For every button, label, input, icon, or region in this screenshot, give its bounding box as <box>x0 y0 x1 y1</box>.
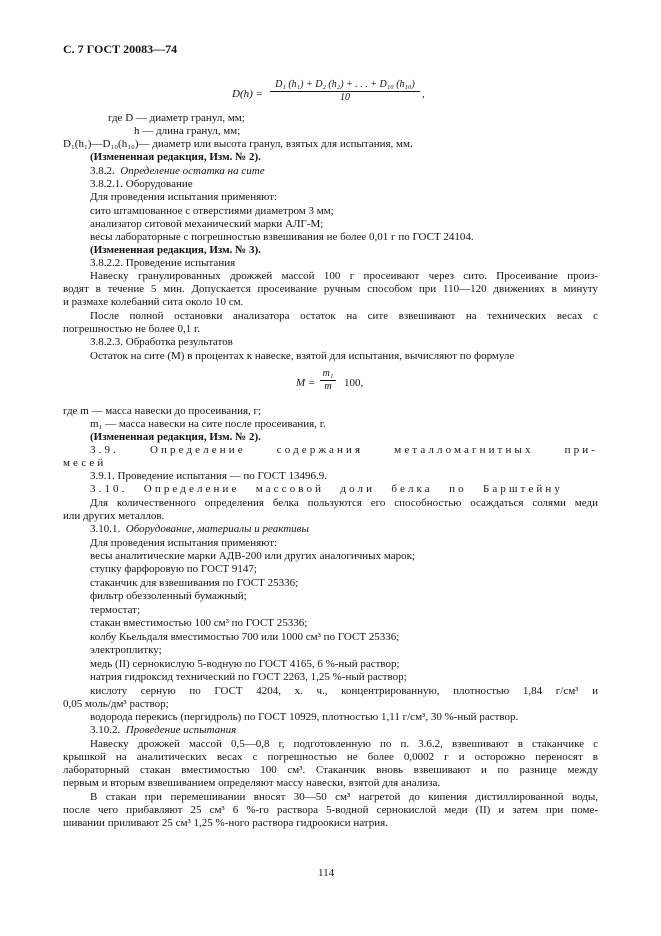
list-item: медь (II) сернокислую 5-водную по ГОСТ 4165, 6 %-ный раствор; <box>90 658 400 670</box>
paragraph-line: водят в течение 5 мин. Допускается просеивание ручным способом при 110—120 движениях в минуту <box>63 283 598 295</box>
section-title: Оборудование, материалы и реактивы <box>125 523 309 535</box>
formula-2-lhs: M = <box>296 377 316 389</box>
section-number: 3.8.2. <box>90 165 115 177</box>
list-item: весы аналитические марки АДВ-200 или других аналогичных марок; <box>90 550 415 562</box>
where-2-line: m₁ — масса навески на сите после просеивания, г. <box>90 418 326 430</box>
paragraph-line: лабораторный стакан вместимостью 100 см³. Стаканчик вновь взвешивают и по разнице между <box>63 764 598 776</box>
paragraph-line: В стакан при перемешивании вносят 30—50 см³ нагретой до кипения дистиллированной воды, <box>90 791 598 803</box>
formula-2-tail: 100, <box>344 377 364 389</box>
paragraph-line: Навеску дрожжей массой 0,5—0,8 г, подготовленную по п. 3.6.2, взвешивают в стаканчике с <box>90 738 598 750</box>
formula-2-denominator: m <box>324 381 332 392</box>
section-number: 3.10.2. <box>90 724 121 736</box>
section-3-9: месей <box>63 457 107 469</box>
section-number: 3.10.1. <box>90 523 121 535</box>
list-item: стаканчик для взвешивания по ГОСТ 25336; <box>90 577 299 589</box>
formula-1-numerator: D₁ (h₁) + D₂ (h₂) + . . . + D₁₀ (h₁₀) <box>275 79 415 90</box>
formula-1-fraction <box>270 79 420 104</box>
list-item: кислоту серную по ГОСТ 4204, х. ч., концентрированную, плотностью 1,84 г/см³ и <box>90 685 598 697</box>
section-3-8-2-3: 3.8.2.3. Обработка результатов <box>90 336 233 348</box>
formula-2-fraction <box>320 368 336 393</box>
paragraph-line: Навеску гранулированных дрожжей массой 100 г просеивают через сито. Просеивание произ- <box>90 270 598 282</box>
section-3-10-1 <box>90 523 309 536</box>
formula-1-denominator: 10 <box>340 92 350 103</box>
paragraph-line: и размахе колебаний сита около 10 см. <box>63 296 244 308</box>
paragraph-line: Для количественного определения белка пользуются его способностью осаждаться солями меди <box>90 497 598 509</box>
list-item: фильтр обеззоленный бумажный; <box>90 590 247 602</box>
list-item: весы лабораторные с погрешностью взвешивания не более 0,01 г по ГОСТ 24104. <box>90 231 474 243</box>
page-number: 114 <box>318 867 335 879</box>
paragraph-line: шивании приливают 25 см³ 1,25 %-ного раствора гидроокиси натрия. <box>63 817 388 829</box>
where-1-line: h — длина гранул, мм; <box>134 125 241 137</box>
list-item: колбу Кьельдаля вместимостью 700 или 1000 см³ по ГОСТ 25336; <box>90 631 400 643</box>
list-item: 0,05 моль/дм³ раствор; <box>63 698 169 710</box>
amendment-note: (Измененная редакция, Изм. № 2). <box>90 151 261 163</box>
page-header: С. 7 ГОСТ 20083—74 <box>63 42 178 56</box>
paragraph-line: погрешностью не более 0,1 г. <box>63 323 201 335</box>
section-3-9-1: 3.9.1. Проведение испытания — по ГОСТ 13496.9. <box>90 470 328 482</box>
paragraph: Для проведения испытания применяют: <box>90 191 278 203</box>
where-1-line: где D — диаметр гранул, мм; <box>108 112 245 124</box>
where-2-line: где m — масса навески до просеивания, г; <box>63 405 262 417</box>
section-title: Определение остатка на сите <box>120 165 265 177</box>
paragraph-line: первым и вторым взвешиванием определяют массу навески, взятой для анализа. <box>63 777 441 789</box>
section-3-10-2 <box>90 724 236 737</box>
where-1-line: D₁(h₁)—D₁₀(h₁₀)— диаметр или высота гранул, взятых для испытания, мм. <box>63 138 413 150</box>
paragraph-line: после чего прибавляют 25 см³ 6 %-го раствора 5-водной сернокислой меди (II) и затем при поме- <box>63 804 598 816</box>
section-3-8-2 <box>90 165 265 178</box>
paragraph-line: крышкой на аналитических весах с погрешностью не более 0,0002 г и осторожно переносят в <box>63 751 598 763</box>
section-3-8-2-2: 3.8.2.2. Проведение испытания <box>90 257 236 269</box>
section-title: Проведение испытания <box>125 724 237 736</box>
list-item: электроплитку; <box>90 644 162 656</box>
list-item: ступку фарфоровую по ГОСТ 9147; <box>90 563 257 575</box>
list-item: термостат; <box>90 604 141 616</box>
paragraph: Для проведения испытания применяют: <box>90 537 278 549</box>
list-item: натрия гидроксид технический по ГОСТ 2263, 1,25 %-ный раствор; <box>90 671 407 683</box>
amendment-note: (Измененная редакция, Изм. № 2). <box>90 431 261 443</box>
list-item: стакан вместимостью 100 см³ по ГОСТ 25336; <box>90 617 308 629</box>
paragraph: Остаток на сите (М) в процентах к навеске, взятой для испытания, вычисляют по формуле <box>90 350 515 362</box>
list-item: сито штампованное с отверстиями диаметром 3 мм; <box>90 205 334 217</box>
paragraph-line: После полной остановки анализатора остаток на сите взвешивают на технических весах с <box>90 310 598 322</box>
amendment-note: (Измененная редакция, Изм. № 3). <box>90 244 261 256</box>
formula-1-tail: , <box>422 88 425 100</box>
list-item: водорода перекись (пергидроль) по ГОСТ 10929, плотностью 1,11 г/см³, 30 %-ный раствор. <box>90 711 519 723</box>
section-3-9: 3.9. Определение содержания металломагнитных при- <box>90 444 598 456</box>
section-3-10: 3.10. Определение массовой доли белка по Барштейну <box>90 483 563 495</box>
list-item: анализатор ситовой механический марки АЛГ-М; <box>90 218 324 230</box>
section-3-8-2-1: 3.8.2.1. Оборудование <box>90 178 193 190</box>
paragraph-line: или других металлов. <box>63 510 165 522</box>
formula-2-numerator: m₁ <box>322 368 334 379</box>
formula-1-lhs: D(h) = <box>232 88 263 100</box>
